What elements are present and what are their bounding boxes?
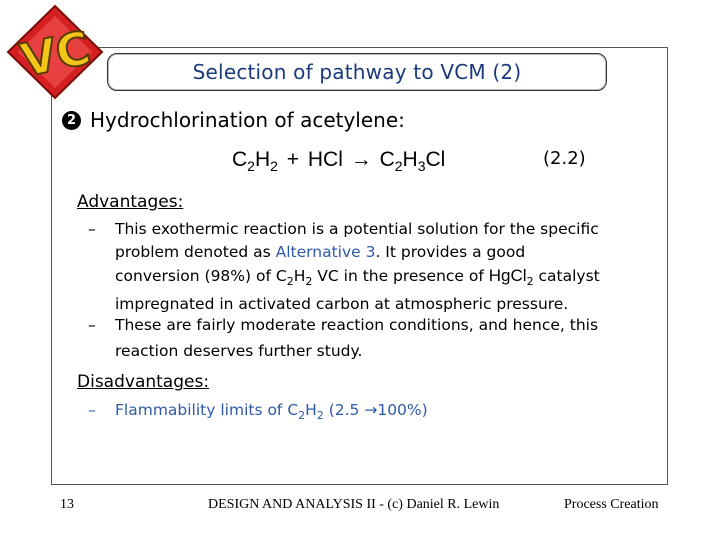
logo-text: VC — [15, 20, 95, 88]
title-box — [107, 53, 607, 91]
equation-number: (2.2) — [543, 148, 586, 169]
disadvantages-header: Disadvantages: — [77, 372, 210, 392]
page-number: 13 — [60, 497, 74, 512]
advantages-header: Advantages: — [77, 192, 184, 212]
vc-logo — [5, 4, 105, 100]
advantage-item-2: – These are fairly moderate reaction conditions, and hence, this reaction deserves further study. — [88, 312, 598, 364]
slide-title: Selection of pathway to VCM (2) — [192, 60, 522, 84]
dash-bullet: – — [88, 401, 96, 419]
disadvantage-item-1: – Flammability limits of $C_2H_2$ (2.5 →100%) — [88, 401, 428, 423]
dash-bullet: – — [88, 220, 96, 238]
reaction-equation: $C_2H_2$ + HCl → $C_2H_3Cl$ — [232, 148, 446, 175]
advantage-item-1: – This exothermic reaction is a potential solution for the specific problem denoted as Alternative 3. It provides a good conversion (98%) of $C_2H_2$ VC in the presence of HgCl$_2$ catalyst impregnated in activated carbon at atmospheric pressure. — [88, 220, 600, 314]
footer-center: DESIGN AND ANALYSIS II - (c) Daniel R. Lewin — [208, 497, 500, 512]
section-bullet — [62, 108, 405, 132]
alternative-link-text: Alternative 3 — [275, 243, 376, 261]
bullet-text: Hydrochlorination of acetylene: — [90, 108, 405, 132]
dash-bullet: – — [88, 316, 96, 334]
bullet-number: 2 — [62, 111, 81, 130]
footer-right: Process Creation — [564, 497, 659, 512]
